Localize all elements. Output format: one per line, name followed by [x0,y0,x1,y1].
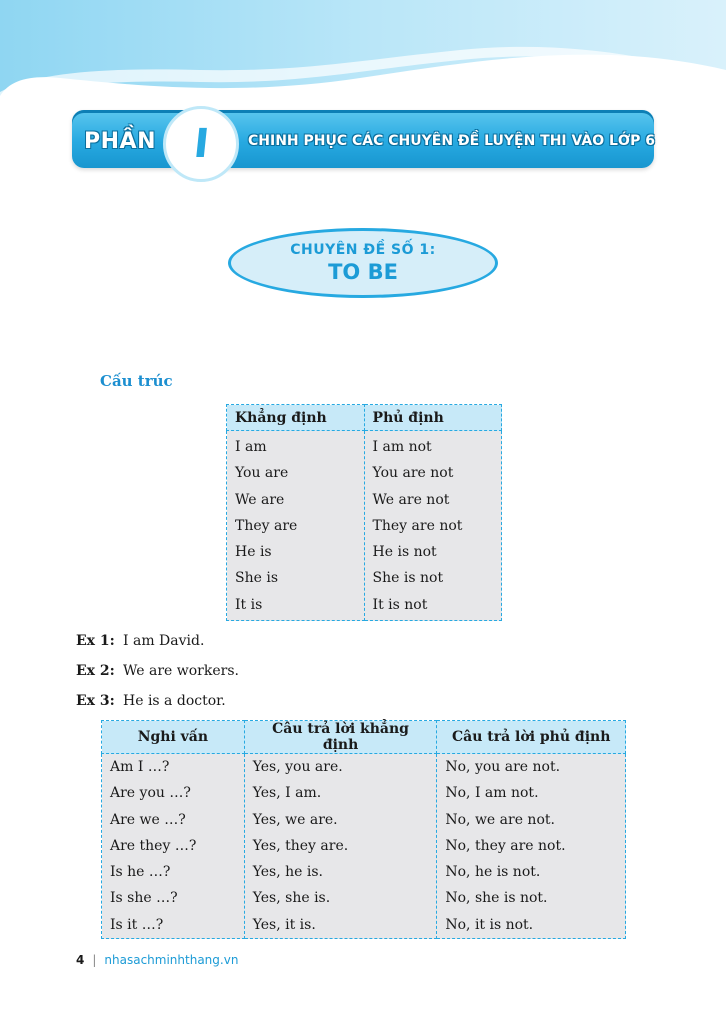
table-cell: Is it …? [110,916,164,933]
table-cell: She is not [372,570,444,587]
example-3 [76,693,226,709]
table-cell: I am not [372,439,432,455]
example-1 [76,633,204,649]
part-title: CHINH PHỤC CÁC CHUYÊN ĐỀ LUYỆN THI VÀO LỚP 6 [248,133,656,149]
question-table [101,720,626,939]
table-cell: He is [235,544,272,561]
column-header-affirmative: Khẳng định [227,405,365,431]
topic-number: CHUYÊN ĐỀ SỐ 1: [290,242,436,258]
table-cell: We are not [372,491,450,508]
table-cell: They are not [372,517,463,534]
top-wave-decoration [0,0,726,120]
table-cell: It is not [372,596,428,613]
table-cell: She is [235,570,279,587]
table-cell: Yes, I am. [252,785,322,802]
table-cell: Yes, we are. [252,811,338,828]
topic-oval [228,228,498,298]
section-heading: Cấu trúc [100,372,173,390]
table-cell: Yes, they are. [252,837,349,854]
table-cell: He is not [372,544,437,561]
table-row [227,431,502,621]
no-answer-column [437,754,626,939]
table-cell: No, I am not. [445,785,539,802]
table-header-row [102,721,626,754]
part-label: PHẦN [84,128,156,154]
table-cell: No, she is not. [445,890,548,907]
footer-separator: | [92,953,97,967]
table-cell: You are not [372,465,454,482]
example-label: Ex 1: [76,633,115,649]
table-cell: You are [235,465,289,482]
table-cell: I am [235,439,267,455]
website-link[interactable]: nhasachminhthang.vn [104,953,239,967]
column-header-question: Nghi vấn [102,721,245,754]
table-cell: They are [235,517,298,534]
example-label: Ex 3: [76,693,115,709]
topic-title: TO BE [328,260,398,284]
example-label: Ex 2: [76,663,115,679]
part-number-badge [163,106,239,182]
table-cell: No, he is not. [445,864,541,881]
table-cell: Are they …? [110,837,197,854]
yes-answer-column [244,754,437,939]
table-cell: No, we are not. [445,811,555,828]
part-number: I [191,121,211,167]
table-cell: We are [235,491,285,508]
table-cell: Are you …? [110,785,191,802]
table-cell: Yes, you are. [252,759,343,775]
table-cell: No, they are not. [445,837,566,854]
column-header-no-answer: Câu trả lời phủ định [437,721,626,754]
affirmative-column [227,431,365,621]
table-header-row [227,405,502,431]
page-number: 4 [76,953,85,967]
table-cell: No, it is not. [445,916,534,933]
negative-column [364,431,501,621]
example-text: I am David. [123,633,205,649]
table-cell: Is he …? [110,864,171,881]
example-2 [76,663,239,679]
table-cell: Are we …? [110,811,186,828]
table-cell: Yes, she is. [252,890,331,907]
question-column [102,754,245,939]
table-cell: Yes, it is. [252,916,316,933]
table-cell: No, you are not. [445,759,561,775]
column-header-yes-answer: Câu trả lời khẳng định [244,721,437,754]
table-cell: It is [235,596,263,613]
table-row [102,754,626,939]
table-cell: Am I …? [110,759,170,775]
example-text: He is a doctor. [123,693,226,709]
table-cell: Yes, he is. [252,864,323,881]
column-header-negative: Phủ định [364,405,501,431]
table-cell: Is she …? [110,890,178,907]
page-footer [76,950,238,970]
structure-table [226,404,502,621]
example-text: We are workers. [123,663,239,679]
